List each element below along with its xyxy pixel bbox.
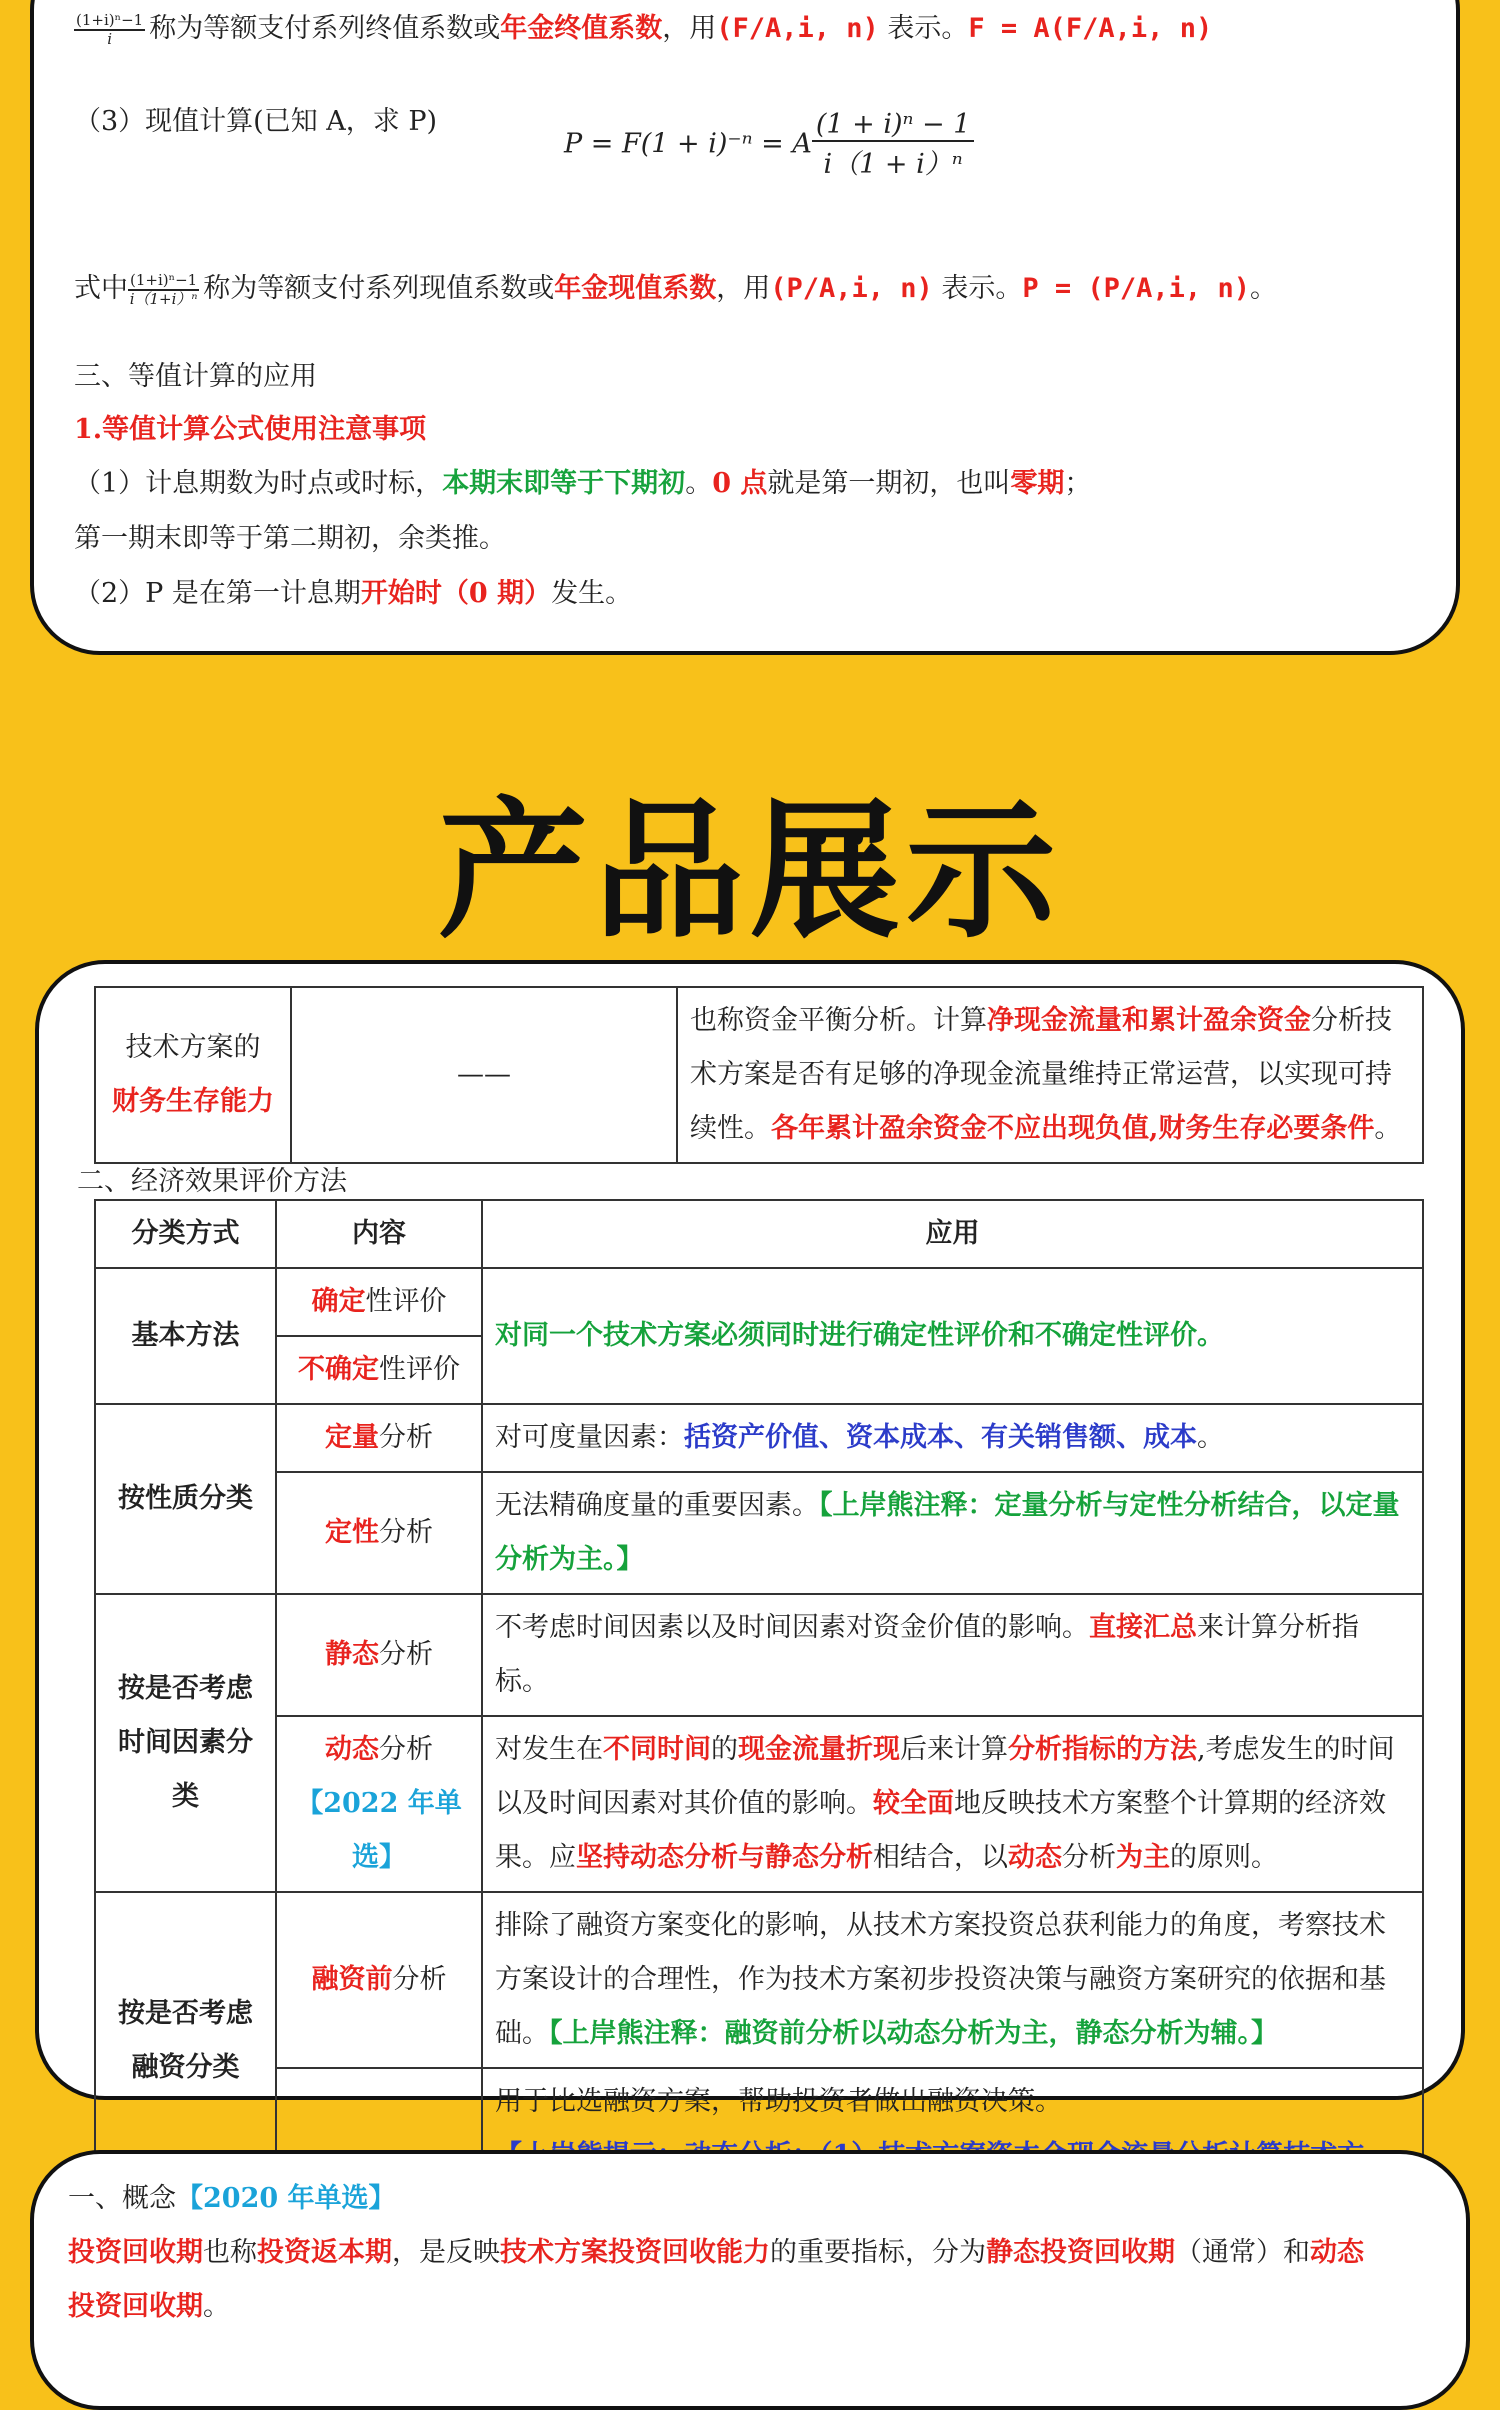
content-cell: 融资前分析 <box>276 1892 482 2068</box>
table-cell: 也称资金平衡分析。计算净现金流量和累计盈余资金分析技术方案是否有足够的净现金流量维持正常运营，以实现可持续性。各年累计盈余资金不应出现负值,财务生存必要条件。 <box>677 987 1423 1163</box>
table-cell: —— <box>291 987 677 1163</box>
category-cell: 基本方法 <box>95 1268 276 1404</box>
fv-factor-fraction: $\frac{\text{(1+i)ⁿ−1}}{i}$ <box>76 11 144 48</box>
header-application: 应用 <box>482 1200 1423 1268</box>
application-cell: 对同一个技术方案必须同时进行确定性评价和不确定性评价。 <box>482 1268 1423 1404</box>
concept-heading: 一、概念【2020 年单选】 <box>68 2183 396 2214</box>
concept-line-2: 投资回收期。 <box>68 2291 230 2322</box>
table-header-row <box>95 1200 1423 1268</box>
content-cell: 动态分析 【2022 年单选】 <box>276 1716 482 1892</box>
application-cell: 用于比选融资方案，帮助投资者做出融资决策。 <box>482 2068 1423 2190</box>
exam-tag: 【2022 年单选】 <box>296 1788 462 1873</box>
table-row <box>95 1716 1423 1892</box>
header-category: 分类方式 <box>95 1200 276 1268</box>
content-cell: 不确定性评价 <box>276 1336 482 1404</box>
header-content: 内容 <box>276 1200 482 1268</box>
top-card <box>30 0 1460 655</box>
exam-tag: 【2020 年单选】 <box>176 2183 396 2214</box>
section-heading-3: 三、等值计算的应用 <box>74 361 317 392</box>
table-row <box>95 1472 1423 1594</box>
pv-calc-title: （3）现值计算(已知 A，求 P) <box>74 106 438 137</box>
subsection-heading: 1.等值计算公式使用注意事项 <box>74 414 427 445</box>
pv-factor-fraction: $\frac{\text{(1+i)ⁿ−1}}{\text{i（1+i）ⁿ}}$ <box>129 271 198 308</box>
application-cell: 无法精确度量的重要因素。【上岸熊注释：定量分析与定性分析结合，以定量分析为主。】 <box>482 1472 1423 1594</box>
application-cell: 对可度量因素：括资产价值、资本成本、有关销售额、成本。 <box>482 1404 1423 1472</box>
table-row <box>95 987 1423 1163</box>
category-cell: 按是否考虑时间因素分类 <box>95 1594 276 1892</box>
annuity-fv-line: $\frac{\text{(1+i)ⁿ−1}}{i}$ 称为等额支付系列终值系数或年金终值系数，用(F/A,i, n) 表示。F = A(F/A,i, n) <box>76 11 1213 48</box>
table-row <box>95 1892 1423 2068</box>
application-cell: 排除了融资方案变化的影响，从技术方案投资总获利能力的角度，考察技术方案设计的合理性，作为技术方案初步投资决策与融资方案研究的依据和基础。【上岸熊注释：融资前分析以动态分析为主，静态分析为辅。】 <box>482 1892 1423 2068</box>
section-heading-2: 二、经济效果评价方法 <box>77 1166 347 1197</box>
product-showcase-heading: 产品展示 <box>437 785 1062 959</box>
table-cell: 技术方案的 财务生存能力 <box>95 987 291 1163</box>
content-cell: 确定性评价 <box>276 1268 482 1336</box>
content-cell: 定量分析 <box>276 1404 482 1472</box>
bottom-card <box>30 2150 1470 2410</box>
table-row <box>95 1594 1423 1716</box>
financial-survival-table <box>94 986 1424 1164</box>
category-cell: 按性质分类 <box>95 1404 276 1594</box>
note-1: （1）计息期数为时点或时标，本期末即等于下期初。0 点就是第一期初，也叫零期； <box>74 468 1092 499</box>
note-2: （2）P 是在第一计息期开始时（0 期）发生。 <box>74 578 633 609</box>
application-cell: 不考虑时间因素以及时间因素对资金价值的影响。直接汇总来计算分析指标。 <box>482 1594 1423 1716</box>
evaluation-methods-table <box>94 1199 1424 2191</box>
middle-card <box>35 960 1465 2117</box>
table-row <box>95 1404 1423 1472</box>
annuity-pv-line: 式中 $\frac{\text{(1+i)ⁿ−1}}{\text{i（1+i）ⁿ}}$ 称为等额支付系列现值系数或年金现值系数，用(P/A,i, n) 表示。P = (P/A,i, n)。 <box>74 271 1277 308</box>
content-cell: 静态分析 <box>276 1594 482 1716</box>
table-row <box>95 1268 1423 1336</box>
application-cell: 对发生在不同时间的现金流量折现后来计算分析指标的方法,考虑发生的时间以及时间因素对其价值的影响。较全面地反映技术方案整个计算期的经济效果。应坚持动态分析与静态分析相结合，以动态分析为主的原则。 <box>482 1716 1423 1892</box>
concept-line-1: 投资回收期也称投资返本期，是反映技术方案投资回收能力的重要指标，分为静态投资回收期（通常）和动态 <box>68 2237 1364 2268</box>
category-cell: 按是否考虑融资分类 <box>95 1892 276 2190</box>
pv-formula: P = F(1 + i)⁻ⁿ = A $\frac{\text{(1 + i)ⁿ − 1}}{\text{i（1 + i）ⁿ}}$ <box>564 109 974 181</box>
content-cell: 定性分析 <box>276 1472 482 1594</box>
note-1-cont: 第一期末即等于第二期初，余类推。 <box>74 523 506 554</box>
